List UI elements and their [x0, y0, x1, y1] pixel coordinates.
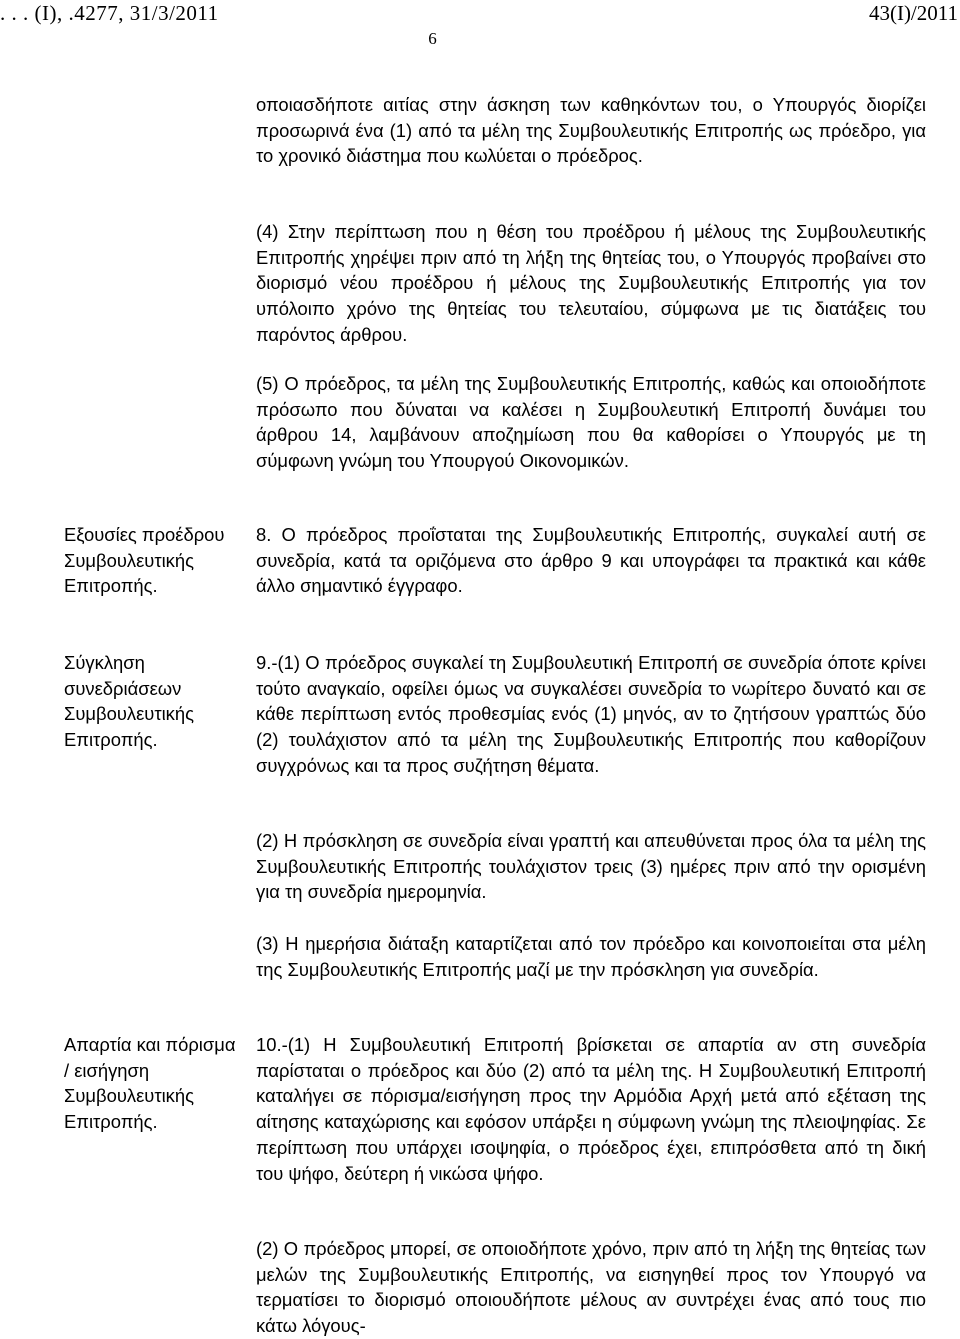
margin-note-meeting-convening: Σύγκληση συνεδριάσεων Συμβουλευτικής Επιτροπής.: [64, 652, 194, 751]
paragraph-9-2: (2) Η πρόσκληση σε συνεδρία είναι γραπτή και απευθύνεται προς όλα τα μέλη της Συμβουλευτικής Επιτροπής τουλάχιστον τρεις (3) ημέρες πριν από την ορισμένη για τη συνεδρία ημερομηνία.: [256, 830, 926, 903]
header-gazette-reference: . . . (Ι), .4277, 31/3/2011: [0, 1, 219, 25]
paragraph-continuation: οποιασδήποτε αιτίας στην άσκηση των καθηκόντων του, ο Υπουργός διορίζει προσωρινά ένα (1) από τα μέλη της Συμβουλευτικής Επιτροπής ως πρόεδρο, για το χρονικό διάστημα που κωλύεται ο πρόεδρος.: [256, 94, 926, 167]
paragraph-10-1: 10.-(1) Η Συμβουλευτική Επιτροπή βρίσκεται σε απαρτία αν στη συνεδρία παρίσταται ο πρόεδρος και δύο (2) από τα μέλη της. Η Συμβουλευτική Επιτροπή καταλήγει σε πόρισμα/εισήγηση προς την Αρμόδια Αρχή μετά από εξέταση της αίτησης καταχώρισης και εφόσον υπάρξει η σύμφωνη γνώμη της πλειοψηφίας. Σε περίπτωση που υπάρχει ισοψηφία, ο πρόεδρος έχει, επιπρόσθετα από τη δική του ψήφο, δεύτερη ή νικώσα ψήφο.: [256, 1034, 926, 1184]
header-law-number: 43(Ι)/2011: [868, 1, 958, 25]
paragraph-9-3: (3) Η ημερήσια διάταξη καταρτίζεται από τον πρόεδρο και κοινοποιείται στα μέλη της Συμβουλευτικής Επιτροπής μαζί με την πρόσκληση για συνεδρία.: [256, 933, 926, 980]
paragraph-9-1: 9.-(1) Ο πρόεδρος συγκαλεί τη Συμβουλευτική Επιτροπή σε συνεδρία όποτε κρίνει τούτο αναγκαίο, οφείλει όμως να συγκαλέσει συνεδρία το νωρίτερο δυνατό και σε κάθε περίπτωση εντός προθεσμίας ενός (1) μηνός, αν το ζητήσουν γραπτώς δύο (2) τουλάχιστον από τα μέλη της Συμβουλευτικής Επιτροπής που καθορίζουν συγχρόνως και τα προς συζήτηση θέματα.: [256, 652, 926, 776]
margin-note-chairman-powers: Εξουσίες προέδρου Συμβουλευτικής Επιτροπής.: [64, 524, 225, 597]
paragraph-7-5: (5) Ο πρόεδρος, τα μέλη της Συμβουλευτικής Επιτροπής, καθώς και οποιοδήποτε πρόσωπο που δύναται να καλέσει η Συμβουλευτική Επιτροπή δυνάμει του άρθρου 14, λαμβάνουν αποζημίωση που θα καθορίσει ο Υπουργός με τη σύμφωνη γνώμη του Υπουργού Οικονομικών.: [256, 373, 926, 472]
paragraph-10-2: (2) Ο πρόεδρος μπορεί, σε οποιοδήποτε χρόνο, πριν από τη λήξη της θητείας των μελών της Συμβουλευτικής Επιτροπής, να εισηγηθεί προς τον Υπουργό να τερματίσει το διορισμό οποιουδήποτε μέλους αν συντρέχει ένας από τους πιο κάτω λόγους-: [256, 1238, 926, 1337]
paragraph-7-4: (4) Στην περίπτωση που η θέση του προέδρου ή μέλους της Συμβουλευτικής Επιτροπής χηρέψει πριν από τη λήξη της θητείας του, ο Υπουργός προβαίνει στο διορισμό νέου προέδρου ή μέλους της Συμβουλευτικής Επιτροπής για τον υπόλοιπο χρόνο της θητείας του τελευταίου, σύμφωνα με τις διατάξεις του παρόντος άρθρου.: [256, 221, 926, 345]
paragraph-8: 8. Ο πρόεδρος προΐσταται της Συμβουλευτικής Επιτροπής, συγκαλεί αυτή σε συνεδρία, κατά τα οριζόμενα στο άρθρο 9 και υπογράφει τα πρακτικά και κάθε άλλο σημαντικό έγγραφο.: [256, 524, 926, 597]
page-number: 6: [428, 29, 437, 48]
margin-note-quorum: Απαρτία και πόρισμα / εισήγηση Συμβουλευτικής Επιτροπής.: [64, 1034, 236, 1133]
